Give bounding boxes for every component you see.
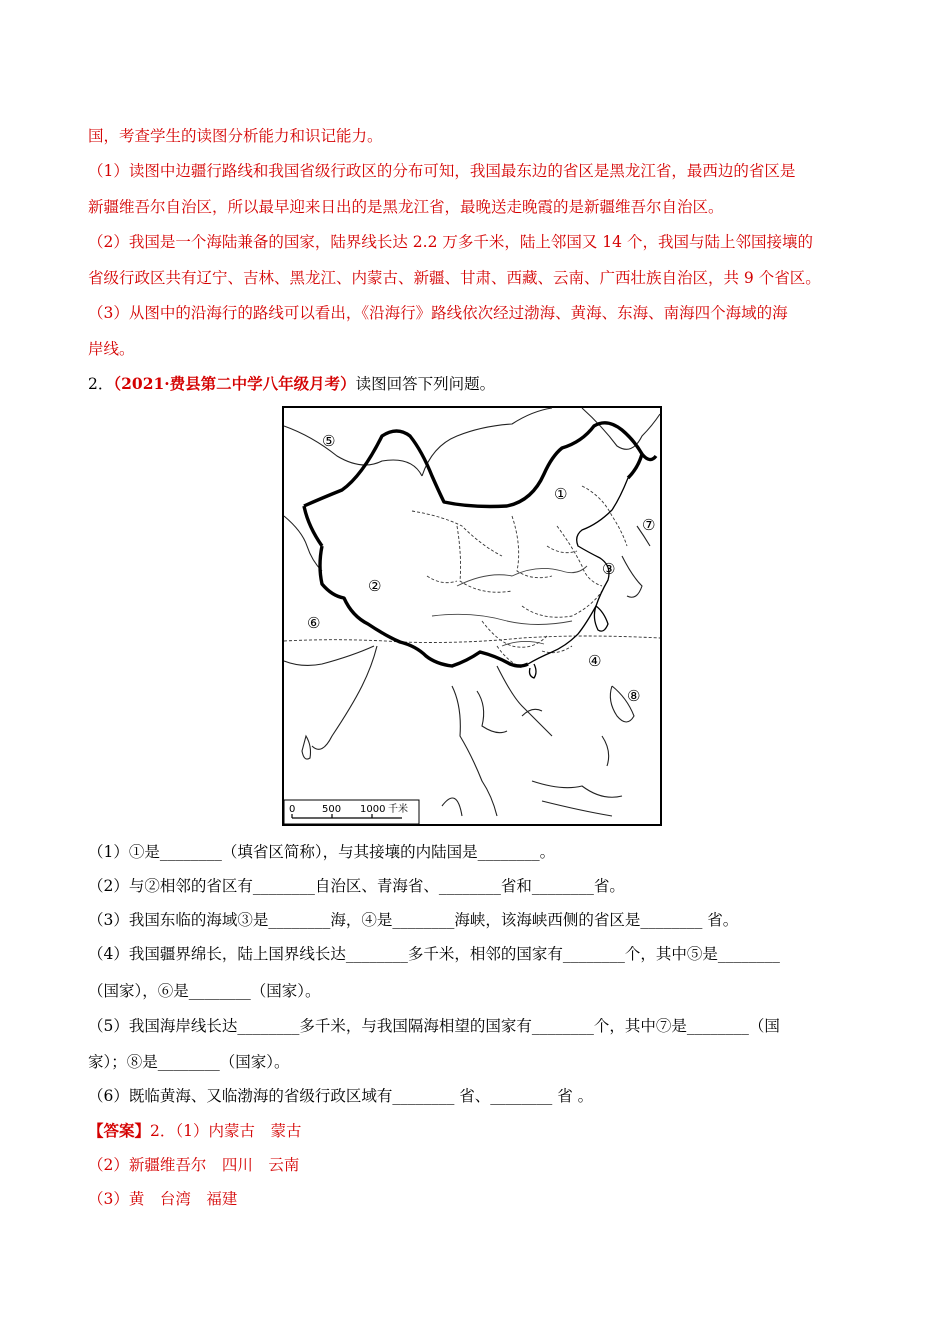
china-map-figure <box>282 406 662 826</box>
answer-line-2: （2）新疆维吾尔 四川 云南 <box>88 1156 300 1174</box>
question-2-heading <box>88 374 495 394</box>
explanation-line: 岸线。 <box>88 340 135 358</box>
map-label-4: ④ <box>588 652 602 670</box>
answer-text: 2．（1）内蒙古 蒙古 <box>150 1122 302 1140</box>
map-label-2: ② <box>368 577 382 595</box>
scale-max: 1000 <box>360 804 386 815</box>
explanation-line: 新疆维吾尔自治区，所以最早迎来日出的是黑龙江省，最晚送走晚霞的是新疆维吾尔自治区。 <box>88 198 724 216</box>
map-scale-bar <box>284 800 419 824</box>
sub-question-6: （6）既临黄海、又临渤海的省级行政区域有________ 省、________ 省 。 <box>88 1087 594 1105</box>
sub-question-4-cont: （国家），⑥是________（国家）。 <box>88 982 321 1000</box>
explanation-line: （3）从图中的沿海行的路线可以看出，《沿海行》路线依次经过渤海、黄海、东海、南海四个海域的海 <box>88 304 788 322</box>
question-source: （2021·费县第二中学八年级月考） <box>113 374 356 393</box>
explanation-line: 省级行政区共有辽宁、吉林、黑龙江、内蒙古、新疆、甘肃、西藏、云南、广西壮族自治区，共 9 个省区。 <box>88 269 821 287</box>
explanation-line: 国，考查学生的读图分析能力和识记能力。 <box>88 127 383 145</box>
scale-unit: 千米 <box>388 804 408 815</box>
question-number: 2． <box>88 375 114 393</box>
map-label-8: ⑧ <box>627 687 641 705</box>
question-prompt: 读图回答下列问题。 <box>355 375 496 393</box>
map-label-5: ⑤ <box>322 432 336 450</box>
sub-question-5: （5）我国海岸线长达________多千米，与我国隔海相望的国家有________个，其中⑦是________（国 <box>88 1017 780 1035</box>
scale-zero: 0 <box>289 804 296 815</box>
map-label-1: ① <box>554 485 568 503</box>
map-label-7: ⑦ <box>642 516 656 534</box>
answer-line-1 <box>88 1121 302 1141</box>
map-label-3: ③ <box>602 560 616 578</box>
answer-tag: 【答案】 <box>88 1121 151 1140</box>
scale-mid: 500 <box>322 804 342 815</box>
explanation-line: （1）读图中边疆行路线和我国省级行政区的分布可知，我国最东边的省区是黑龙江省，最西边的省区是 <box>88 162 796 180</box>
sub-question-2: （2）与②相邻的省区有________自治区、青海省、________省和________省。 <box>88 877 625 895</box>
explanation-line: （2）我国是一个海陆兼备的国家，陆界线长达 2.2 万多千米，陆上邻国又 14 个，我国与陆上邻国接壤的 <box>88 233 813 251</box>
sub-question-1: （1）①是________（填省区简称），与其接壤的内陆国是________。 <box>88 843 556 861</box>
sub-question-5-cont: 家）；⑧是________（国家）。 <box>88 1053 290 1071</box>
sub-question-3: （3）我国东临的海域③是________海，④是________海峡，该海峡西侧的省区是________ 省。 <box>88 911 739 929</box>
answer-line-3: （3）黄 台湾 福建 <box>88 1190 238 1208</box>
sub-question-4: （4）我国疆界绵长，陆上国界线长达________多千米，相邻的国家有________个，其中⑤是________ <box>88 945 780 963</box>
map-label-6: ⑥ <box>307 614 321 632</box>
